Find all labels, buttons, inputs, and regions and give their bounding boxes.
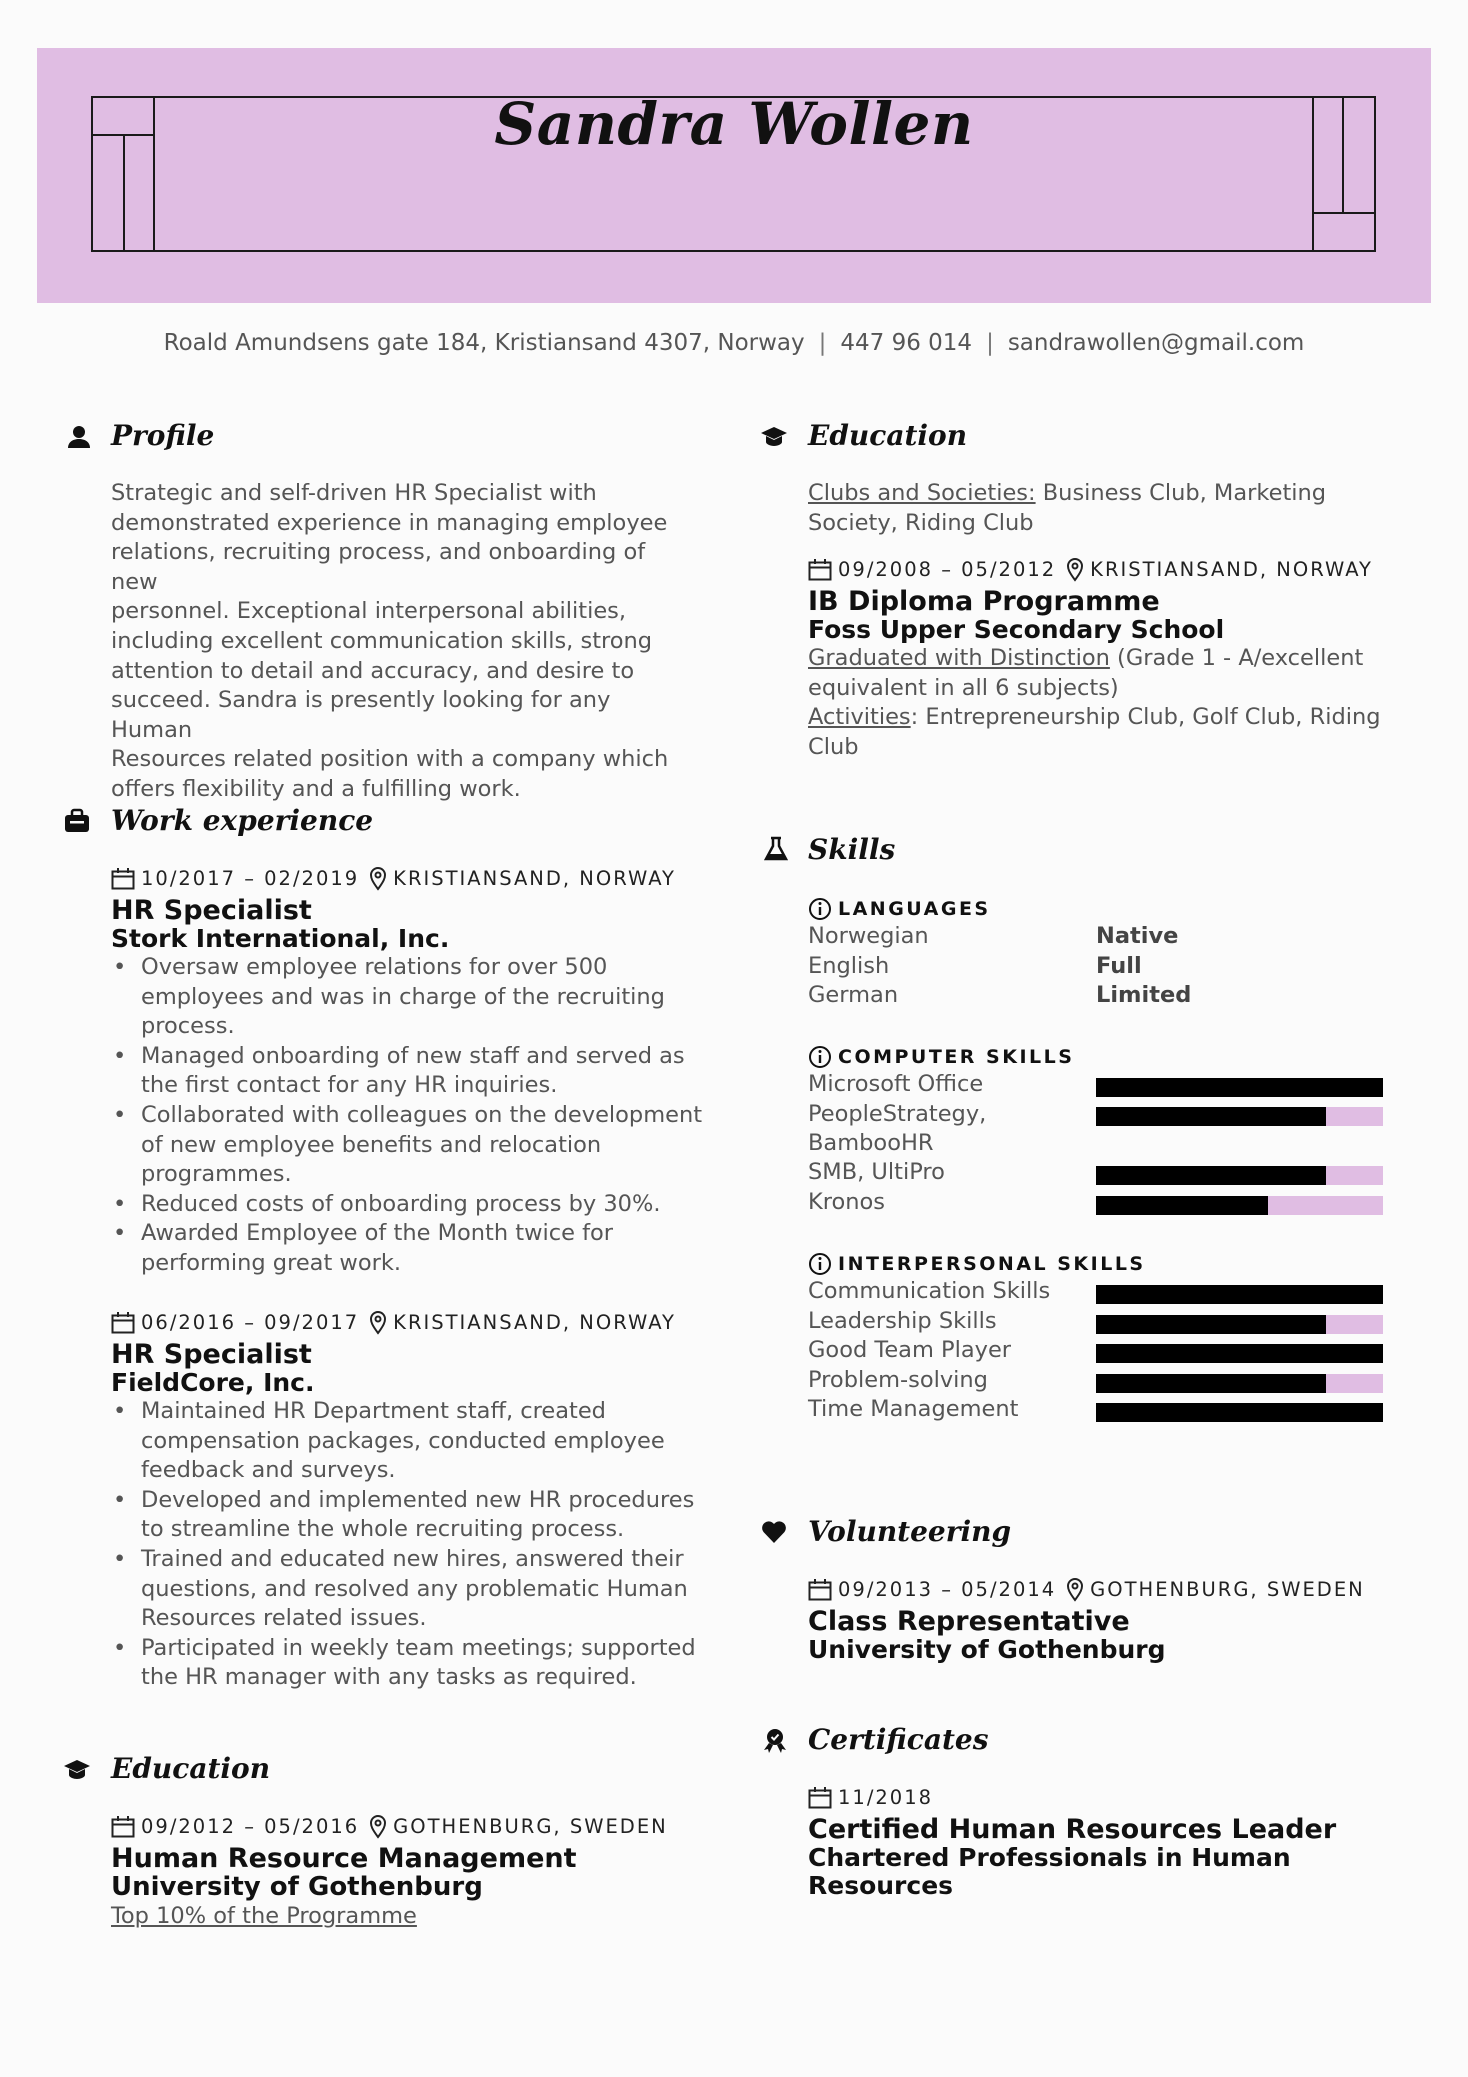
skill-bar <box>1096 1344 1383 1363</box>
volunteering-meta <box>808 1577 1408 1603</box>
job-bullets <box>111 1397 711 1693</box>
education-title: Education <box>808 419 968 452</box>
education-degree: Human Resource Management <box>111 1843 577 1874</box>
contact-line <box>0 330 1468 356</box>
clubs-text: Society, Riding Club <box>808 509 1034 536</box>
job-bullet: • Oversaw employee relations for over 500 employees and was in charge of the recruiting process. <box>141 953 711 1042</box>
briefcase-icon <box>64 808 90 834</box>
skill-bar <box>1096 1078 1383 1097</box>
profile-title: Profile <box>111 419 215 452</box>
skill-row <box>808 1099 1408 1129</box>
interpersonal-skills-heading <box>808 1251 1408 1277</box>
contact-separator: | <box>818 330 827 356</box>
volunteering-location: GOTHENBURG, SWEDEN <box>1090 1578 1365 1601</box>
contact-email[interactable]: sandrawollen@gmail.com <box>1007 330 1305 356</box>
volunteering-dates: 09/2013 – 05/2014 <box>838 1578 1057 1601</box>
education-school: Foss Upper Secondary School <box>808 615 1225 645</box>
education-location: GOTHENBURG, SWEDEN <box>393 1815 668 1838</box>
volunteering-role: Class Representative <box>808 1606 1130 1637</box>
education-degree: IB Diploma Programme <box>808 586 1160 618</box>
job-location: KRISTIANSAND, NORWAY <box>393 867 676 890</box>
activities-label: Activities <box>808 704 911 731</box>
location-pin-icon <box>369 1311 387 1335</box>
languages-label: LANGUAGES <box>838 898 991 920</box>
languages-group <box>808 896 1408 1011</box>
calendar-icon <box>111 1816 135 1838</box>
job-dates: 06/2016 – 09/2017 <box>141 1311 360 1334</box>
skill-row: SMB, UltiPro <box>808 1158 1408 1188</box>
clubs-text: Business Club, Marketing <box>1035 480 1327 506</box>
flask-icon <box>763 836 789 862</box>
location-pin-icon <box>1066 558 1084 582</box>
skill-bar <box>1096 1315 1383 1334</box>
clubs-label: Clubs and Societies: <box>808 480 1036 506</box>
job-bullet: • Managed onboarding of new staff and served as the first contact for any HR inquiries. <box>141 1042 711 1101</box>
profile-line: relations, recruiting process, and onboarding of new <box>111 539 646 595</box>
activities-text: : Entrepreneurship Club, Golf Club, Riding <box>910 704 1381 731</box>
contact-address: Roald Amundsens gate 184, Kristiansand 4307, Norway <box>163 330 805 356</box>
job-company: FieldCore, Inc. <box>111 1368 315 1397</box>
profile-line: attention to detail and accuracy, and desire to <box>111 657 635 684</box>
education-note: Top 10% of the Programme <box>111 1903 417 1929</box>
calendar-icon <box>111 868 135 890</box>
profile-line: personnel. Exceptional interpersonal abilities, <box>111 598 627 625</box>
calendar-icon <box>808 559 832 581</box>
skill-bar <box>1096 1403 1383 1422</box>
education-entry <box>808 479 1408 763</box>
header-banner <box>37 48 1431 303</box>
education-school: University of Gothenburg <box>111 1872 483 1902</box>
job-bullets <box>111 953 711 1279</box>
job-entry <box>111 1310 711 1693</box>
job-bullet: • Collaborated with colleagues on the development of new employee benefits and relocation programmes. <box>141 1101 711 1190</box>
skill-bar <box>1096 1196 1383 1215</box>
distinction-text: equivalent in all 6 subjects) <box>808 674 1119 701</box>
certificate-name: Certified Human Resources Leader <box>808 1814 1337 1845</box>
skill-row: Microsoft Office <box>808 1070 1408 1100</box>
job-company: Stork International, Inc. <box>111 924 450 953</box>
job-title: HR Specialist <box>111 1339 312 1370</box>
languages-heading <box>808 896 1408 922</box>
profile-line: including excellent communication skills, strong <box>111 627 653 654</box>
education-location: KRISTIANSAND, NORWAY <box>1090 558 1373 582</box>
language-row: English Full <box>808 952 1142 979</box>
computer-skills-label: COMPUTER SKILLS <box>838 1046 1075 1068</box>
education-dates: 09/2012 – 05/2016 <box>141 1815 360 1838</box>
interpersonal-skills-group <box>808 1251 1408 1425</box>
job-bullet: • Trained and educated new hires, answered their questions, and resolved any problematic Human Resources related issues. <box>141 1545 711 1634</box>
user-icon <box>66 424 92 450</box>
info-icon <box>808 897 832 921</box>
education-title: Education <box>111 1752 271 1785</box>
profile-summary <box>111 479 691 805</box>
profile-line: succeed. Sandra is presently looking for any Human <box>111 687 611 743</box>
award-icon <box>761 1727 787 1753</box>
contact-phone: 447 96 014 <box>840 330 973 356</box>
skill-row: Communication Skills <box>808 1277 1408 1307</box>
language-row: German Limited <box>808 982 1192 1009</box>
skill-row: Good Team Player <box>808 1336 1408 1366</box>
location-pin-icon <box>369 1815 387 1839</box>
certificate-date: 11/2018 <box>838 1786 934 1809</box>
volunteering-org: University of Gothenburg <box>808 1635 1166 1664</box>
certificate-issuer: Resources <box>808 1871 954 1900</box>
job-entry <box>111 866 711 1279</box>
volunteering-title: Volunteering <box>808 1515 1012 1548</box>
job-meta <box>111 1310 711 1336</box>
job-meta <box>111 866 711 892</box>
skill-bar <box>1096 1285 1383 1304</box>
job-dates: 10/2017 – 02/2019 <box>141 867 360 890</box>
calendar-icon <box>111 1312 135 1334</box>
computer-skills-group <box>808 1044 1408 1218</box>
profile-line: Resources related position with a company which <box>111 746 669 773</box>
skill-bar <box>1096 1166 1383 1185</box>
info-icon <box>808 1045 832 1069</box>
job-title: HR Specialist <box>111 895 312 926</box>
interpersonal-skills-label: INTERPERSONAL SKILLS <box>838 1253 1146 1275</box>
certificates-title: Certificates <box>808 1723 989 1756</box>
distinction-text: (Grade 1 - A/excellent <box>1109 645 1364 672</box>
activities-text: Club <box>808 733 859 760</box>
calendar-icon <box>808 1579 832 1601</box>
skill-bar <box>1096 1374 1383 1393</box>
location-pin-icon <box>1066 1578 1084 1602</box>
language-row: Norwegian Native <box>808 923 1179 949</box>
certificate-issuer: Chartered Professionals in Human <box>808 1843 1291 1872</box>
job-bullet: • Participated in weekly team meetings; supported the HR manager with any tasks as required. <box>141 1634 711 1693</box>
education-meta <box>808 557 1408 583</box>
skill-row: Time Management <box>808 1395 1408 1425</box>
profile-line: offers flexibility and a fulfilling work. <box>111 775 521 802</box>
computer-skills-heading <box>808 1044 1408 1070</box>
contact-separator: | <box>986 330 994 356</box>
certificate-meta <box>808 1785 1408 1811</box>
location-pin-icon <box>369 867 387 891</box>
education-meta <box>111 1814 711 1840</box>
education-dates: 09/2008 – 05/2012 <box>838 558 1057 582</box>
distinction-label: Graduated with Distinction <box>808 645 1110 672</box>
skill-row: BambooHR <box>808 1129 934 1156</box>
education-entry <box>111 1814 711 1932</box>
skill-bar <box>1096 1107 1383 1126</box>
skill-row: Leadership Skills <box>808 1307 1408 1337</box>
skill-row: Problem-solving <box>808 1366 1408 1396</box>
job-bullet: • Reduced costs of onboarding process by 30%. <box>141 1190 711 1220</box>
heart-icon <box>761 1519 787 1545</box>
job-bullet: • Developed and implemented new HR procedures to streamline the whole recruiting process. <box>141 1486 711 1545</box>
work-title: Work experience <box>111 804 374 837</box>
graduation-cap-icon <box>64 1757 90 1783</box>
skill-row: PeopleStrategy, <box>808 1100 987 1127</box>
info-icon <box>808 1252 832 1276</box>
certificate-entry <box>808 1785 1408 1900</box>
graduation-cap-icon <box>761 424 787 450</box>
profile-line: demonstrated experience in managing employee <box>111 509 668 536</box>
volunteering-entry <box>808 1577 1408 1664</box>
calendar-icon <box>808 1787 832 1809</box>
skill-row: Kronos <box>808 1188 1408 1218</box>
profile-line: Strategic and self-driven HR Specialist with <box>111 480 597 506</box>
job-bullet: • Awarded Employee of the Month twice for performing great work. <box>141 1219 711 1278</box>
job-location: KRISTIANSAND, NORWAY <box>393 1311 676 1334</box>
job-bullet: • Maintained HR Department staff, created compensation packages, conducted employee feedback and surveys. <box>141 1397 711 1486</box>
candidate-name: Sandra Wollen <box>494 90 974 158</box>
skills-title: Skills <box>808 833 896 866</box>
